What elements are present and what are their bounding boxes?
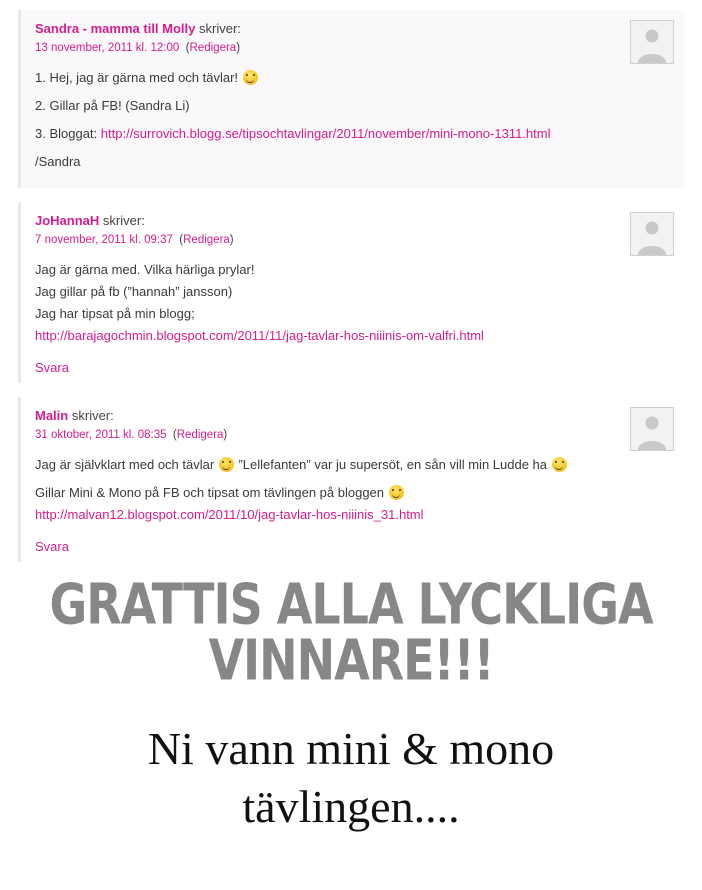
comment-text: Jag är självklart med och tävlar (35, 457, 215, 472)
avatar (630, 212, 674, 256)
comment-text: ”Lellefanten” var ju supersöt, en sån vill min Ludde ha (238, 457, 548, 472)
comment-datebar (35, 427, 674, 443)
comment-says: skriver: (199, 21, 241, 36)
comment-datebar (35, 40, 674, 56)
comment-date-link[interactable]: 7 november, 2011 kl. 09:37 (35, 234, 173, 246)
paren-close: ) (229, 234, 234, 246)
comment-link-line (35, 505, 674, 524)
grin-emoji-icon (243, 70, 258, 85)
avatar (630, 20, 674, 64)
wink-emoji-icon (552, 457, 567, 472)
comment-link[interactable]: http://barajagochmin.blogspot.com/2011/11/jag-tavlar-hos-niiinis-om-valfri.html (35, 328, 484, 343)
comment-item (18, 10, 684, 188)
comment-says: skriver: (71, 408, 114, 423)
comment-body-line: Jag gillar på fb (”hannah” jansson) (35, 284, 233, 299)
comment-meta (35, 407, 674, 425)
comment-text: Gillar Mini & Mono på FB och tipsat om tävlingen på bloggen (35, 485, 385, 500)
avatar (630, 407, 674, 451)
smile-emoji-icon (219, 457, 234, 472)
comment-date-link[interactable]: 31 oktober, 2011 kl. 08:35 (35, 429, 167, 441)
comment-link[interactable]: http://surrovich.blogg.se/tipsochtavlingar/2011/november/mini-mono-1311.html (100, 126, 551, 141)
paren-open: ( (176, 234, 184, 246)
comment-body-line: Jag har tipsat på min blogg; (35, 306, 195, 321)
banner-line-4: tävlingen.... (242, 781, 460, 832)
reply-link[interactable]: Svara (35, 360, 69, 375)
banner-line-2: VINNARE!!! (208, 627, 494, 694)
comment-author: JoHannaH (35, 213, 100, 228)
comment-item (18, 397, 684, 562)
comment-says: skriver: (102, 213, 145, 228)
comment-text: 1. Hej, jag är gärna med och tävlar! (35, 70, 239, 85)
comment-body-line (35, 68, 674, 87)
paren-close: ) (223, 429, 228, 441)
comment-meta (35, 212, 674, 230)
banner-line-1: GRATTIS ALLA LYCKLIGA (49, 571, 653, 638)
comment-body-line (35, 124, 674, 143)
comment-author: Malin (35, 408, 69, 423)
congrats-banner (0, 570, 702, 836)
comment-body-line (35, 483, 674, 502)
paren-open: ( (182, 42, 190, 54)
comment-meta (35, 20, 674, 38)
comment-author: Sandra - mamma till Molly (35, 21, 196, 36)
comment-edit-link[interactable]: Redigera (189, 42, 237, 54)
comment-item (18, 202, 684, 383)
banner-line-3: Ni vann mini & mono (147, 723, 555, 774)
comment-link-line (35, 326, 674, 345)
reply-link[interactable]: Svara (35, 539, 69, 554)
paren-open: ( (169, 429, 177, 441)
comment-text: 3. Bloggat: (35, 126, 98, 141)
comment-datebar (35, 232, 674, 248)
comment-body-line: Jag är gärna med. Vilka härliga prylar! (35, 262, 255, 277)
comment-body-line: 2. Gillar på FB! (Sandra Li) (35, 98, 190, 113)
comment-link[interactable]: http://malvan12.blogspot.com/2011/10/jag-tavlar-hos-niiinis_31.html (35, 507, 424, 522)
comment-edit-link[interactable]: Redigera (183, 234, 230, 246)
comment-body-line (35, 455, 674, 474)
smile-emoji-icon (389, 485, 404, 500)
comment-edit-link[interactable]: Redigera (176, 429, 224, 441)
paren-close: ) (236, 42, 241, 54)
comment-date-link[interactable]: 13 november, 2011 kl. 12:00 (35, 42, 180, 54)
comment-signature: /Sandra (35, 154, 81, 169)
